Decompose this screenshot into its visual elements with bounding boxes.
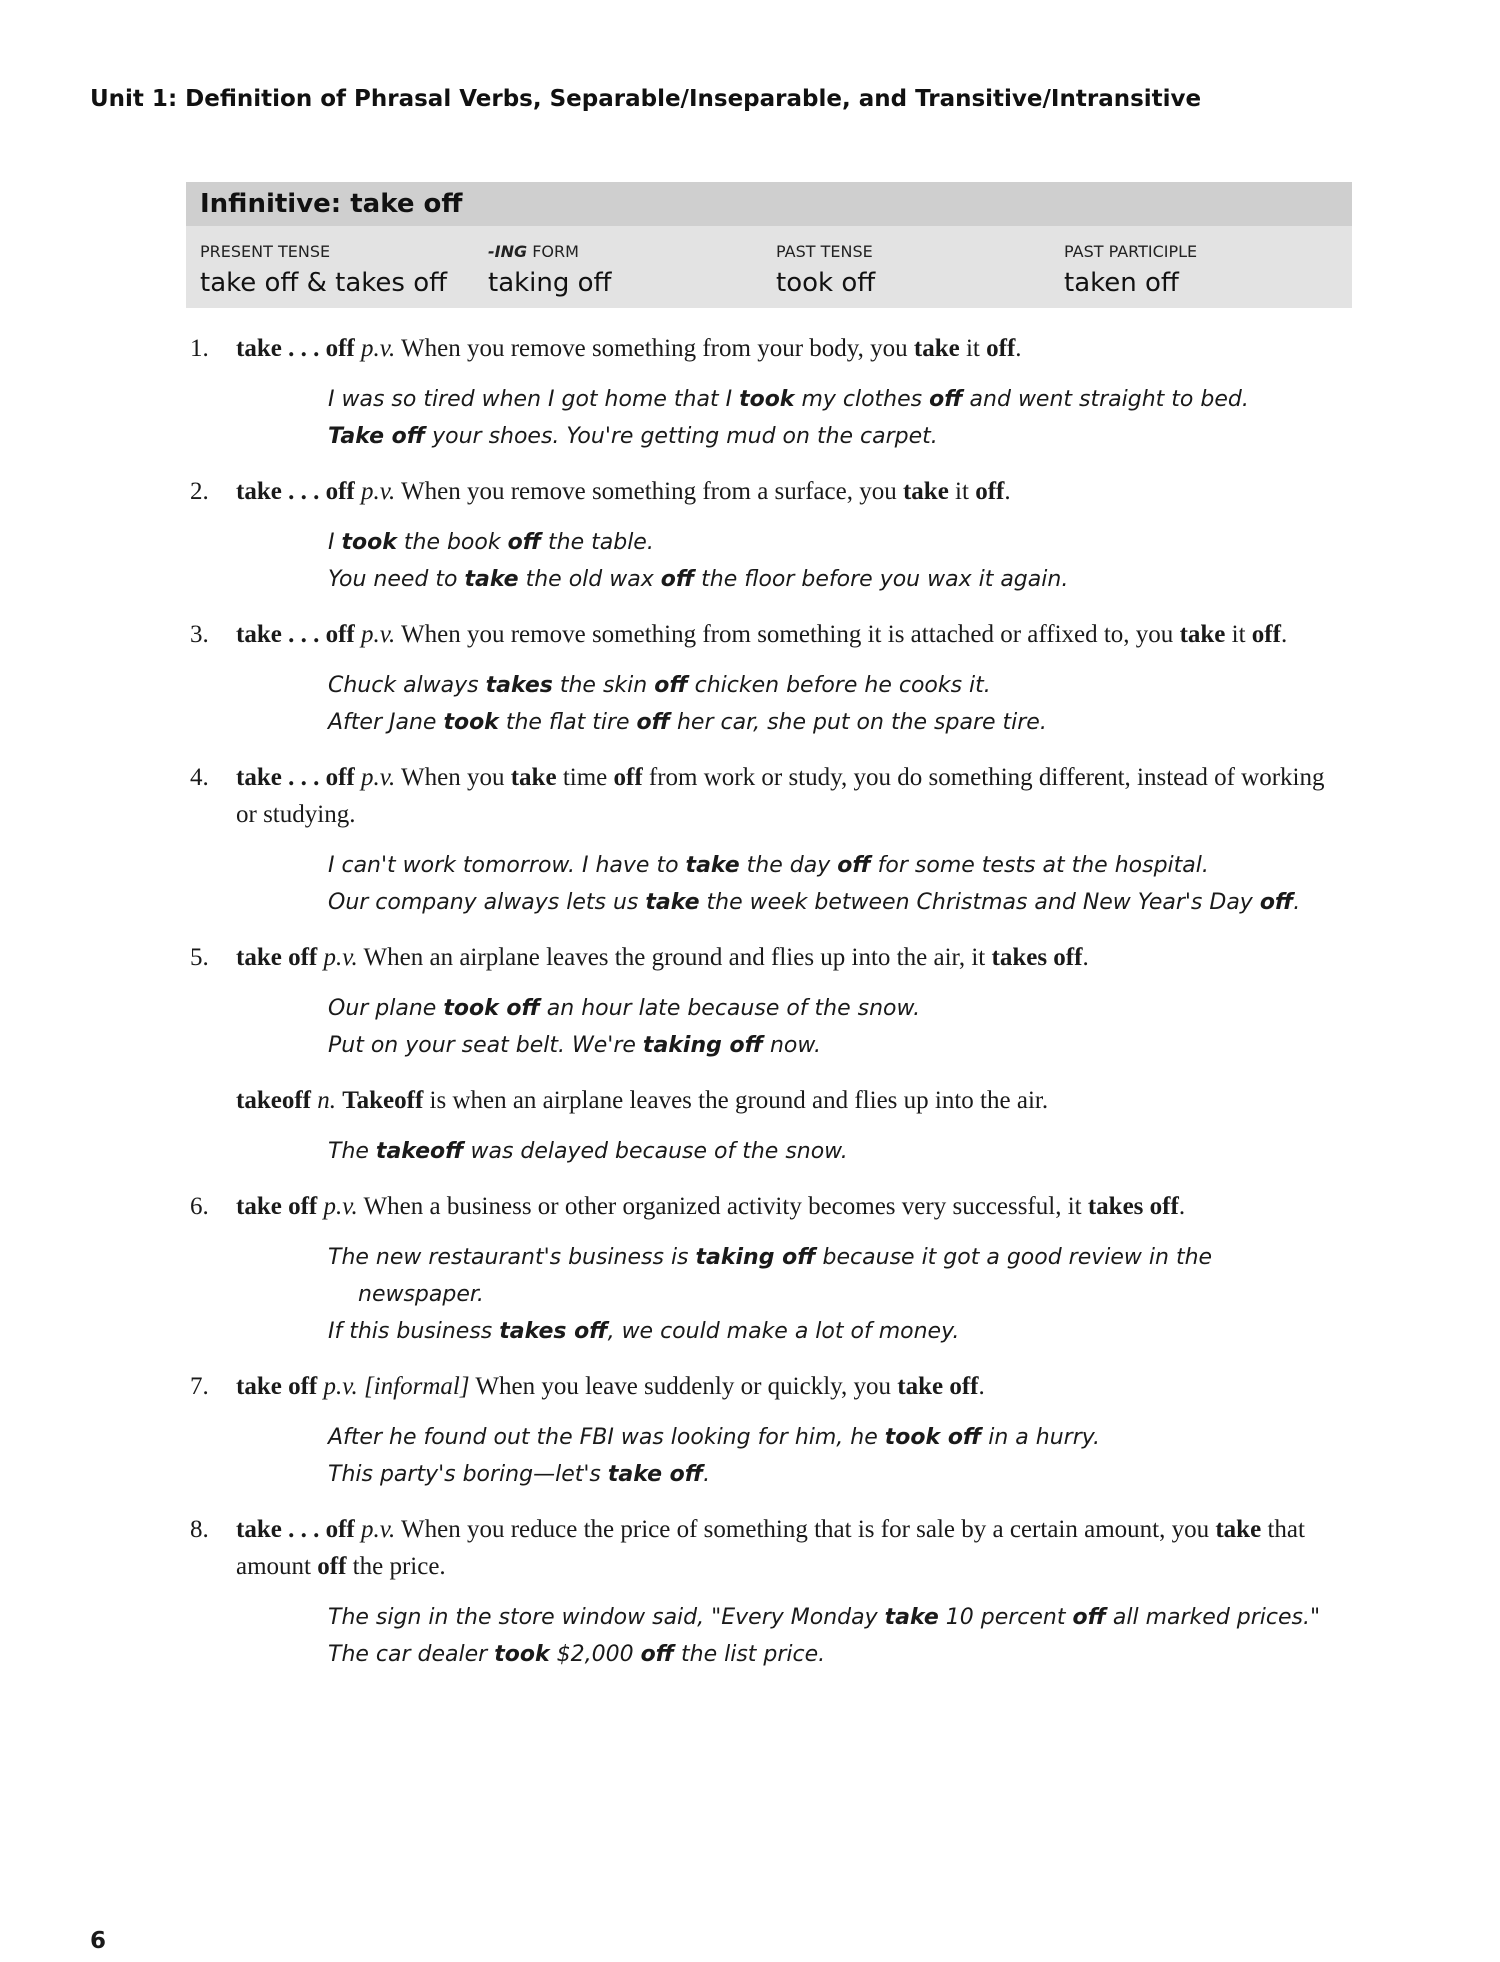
bold-term: off — [654, 673, 688, 698]
bold-term: took — [341, 530, 397, 555]
bold-term: take . . . off — [236, 478, 355, 505]
definition-text — [0, 1511, 1500, 1585]
bold-term: taking off — [642, 1033, 763, 1058]
definition-text — [0, 1188, 1500, 1225]
text-run: When you reduce the price of something that is for sale by a certain amount, you — [395, 1516, 1216, 1543]
definition-entry — [0, 1082, 1500, 1170]
definition-text — [0, 939, 1500, 976]
text-run: it — [1225, 621, 1252, 648]
unit-title: Unit 1: Definition of Phrasal Verbs, Separable/Inseparable, and Transitive/Intransitive — [90, 86, 1202, 112]
bold-term: take off — [236, 944, 318, 971]
italic-label: [informal] — [363, 1373, 470, 1400]
example-list — [0, 1133, 1500, 1170]
example-sentence — [328, 1239, 1330, 1313]
entry-number: 5. — [190, 944, 209, 971]
text-run: the week between Christmas and New Year's Day — [699, 890, 1260, 915]
entry-number: 1. — [190, 335, 209, 362]
text-run: Our company always lets us — [328, 890, 646, 915]
text-run: The new restaurant's business is — [328, 1245, 696, 1270]
column-value: taken off — [1064, 268, 1179, 298]
italic-label: p.v. — [360, 1516, 396, 1543]
bold-term: take — [464, 567, 519, 592]
infinitive-heading: Infinitive: take off — [186, 182, 1352, 226]
text-run: . — [1004, 478, 1011, 505]
bold-term: took off — [884, 1425, 982, 1450]
bold-term: off — [660, 567, 695, 592]
text-run: chicken before he cooks it. — [687, 673, 991, 698]
text-run: the price. — [346, 1553, 446, 1580]
text-run: is when an airplane leaves the ground and flies up into the air. — [423, 1087, 1049, 1114]
text-run: the list price. — [674, 1642, 826, 1667]
italic-label: n. — [317, 1087, 336, 1114]
bold-term: taking off — [695, 1245, 816, 1270]
italic-label: p.v. — [360, 621, 396, 648]
bold-term: take — [913, 335, 960, 362]
page-number: 6 — [90, 1928, 107, 1954]
definition-text — [0, 330, 1500, 367]
bold-term: off — [1072, 1605, 1106, 1630]
bold-term: took — [494, 1642, 550, 1667]
example-list — [0, 847, 1500, 921]
definition-text — [0, 1082, 1500, 1119]
bold-term: take off — [607, 1462, 704, 1487]
text-run: for some tests at the hospital. — [870, 853, 1209, 878]
bold-term: off — [1251, 621, 1281, 648]
example-list — [0, 524, 1500, 598]
example-list — [0, 1419, 1500, 1493]
bold-term: Takeoff — [342, 1087, 424, 1114]
bold-term: take — [902, 478, 949, 505]
column-heading: PRESENT TENSE — [200, 242, 331, 261]
text-run: the book — [396, 530, 508, 555]
text-run: in a hurry. — [981, 1425, 1101, 1450]
bold-term: takeoff — [236, 1087, 311, 1114]
italic-label: p.v. — [360, 335, 396, 362]
text-run: Put on your seat belt. We're — [328, 1033, 643, 1058]
example-sentence — [328, 524, 1330, 561]
definition-entry — [0, 330, 1500, 455]
bold-term: take — [510, 764, 557, 791]
text-run: the flat tire — [498, 710, 637, 735]
bold-term: take — [685, 853, 740, 878]
definition-list — [0, 330, 1500, 1691]
example-sentence — [328, 847, 1330, 884]
definition-entry — [0, 939, 1500, 1064]
text-run: The — [328, 1139, 376, 1164]
example-sentence — [328, 561, 1330, 598]
bold-term: take off — [236, 1193, 318, 1220]
text-run: This party's boring—let's — [328, 1462, 608, 1487]
definition-text — [0, 616, 1500, 653]
bold-term: take . . . off — [236, 1516, 355, 1543]
ing-form-column — [488, 226, 776, 298]
present-tense-column — [200, 226, 488, 298]
italic-label: p.v. — [323, 1373, 358, 1400]
column-value: took off — [776, 268, 876, 298]
text-run: the floor before you wax it again. — [694, 567, 1069, 592]
text-run: the table. — [541, 530, 654, 555]
entry-number: 6. — [190, 1193, 209, 1220]
text-run: When you remove something from a surface, you — [395, 478, 903, 505]
bold-term: take . . . off — [236, 764, 355, 791]
example-sentence — [328, 704, 1330, 741]
text-run: 10 percent — [938, 1605, 1073, 1630]
bold-term: off — [975, 478, 1005, 505]
bold-term: take off — [236, 1373, 318, 1400]
text-run: the skin — [552, 673, 655, 698]
text-run: $2,000 — [549, 1642, 641, 1667]
text-run: When you remove something from your body, you — [395, 335, 914, 362]
text-run: When you leave suddenly or quickly, you — [469, 1373, 898, 1400]
example-sentence — [328, 1456, 1330, 1493]
example-sentence — [328, 1636, 1330, 1673]
example-sentence — [328, 1027, 1330, 1064]
bold-term: took — [443, 710, 499, 735]
bold-term: take — [1179, 621, 1226, 648]
entry-number: 8. — [190, 1516, 209, 1543]
bold-term: take . . . off — [236, 621, 355, 648]
bold-term: off — [317, 1553, 347, 1580]
example-sentence — [328, 381, 1330, 418]
ing-label: -ING — [488, 242, 528, 261]
text-run: because it got a good review in the newspaper. — [358, 1245, 1213, 1307]
text-run: it — [959, 335, 987, 362]
definition-text — [0, 759, 1500, 833]
bold-term: take — [1215, 1516, 1262, 1543]
example-sentence — [328, 1133, 1330, 1170]
text-run: your shoes. You're getting mud on the carpet. — [425, 424, 938, 449]
text-run: After Jane — [328, 710, 444, 735]
text-run: , we could make a lot of money. — [607, 1319, 960, 1344]
definition-text — [0, 473, 1500, 510]
example-list — [0, 1599, 1500, 1673]
text-run: and went straight to bed. — [962, 387, 1249, 412]
italic-label: p.v. — [323, 1193, 358, 1220]
bold-term: off — [1259, 890, 1294, 915]
text-run: . — [978, 1373, 985, 1400]
definition-entry — [0, 1188, 1500, 1350]
definition-entry — [0, 616, 1500, 741]
bold-term: off — [640, 1642, 674, 1667]
bold-term: off — [986, 335, 1016, 362]
bold-term: off — [636, 710, 670, 735]
example-sentence — [328, 1313, 1330, 1350]
bold-term: off — [837, 853, 871, 878]
text-run: all marked prices." — [1105, 1605, 1321, 1630]
definition-entry — [0, 1368, 1500, 1493]
italic-label: p.v. — [323, 944, 358, 971]
bold-term: take . . . off — [236, 335, 355, 362]
bold-term: off — [507, 530, 542, 555]
example-list — [0, 990, 1500, 1064]
text-run: my clothes — [794, 387, 930, 412]
example-sentence — [328, 667, 1330, 704]
text-run: When you remove something from something it is attached or affixed to, you — [395, 621, 1180, 648]
text-run: When you — [395, 764, 511, 791]
example-list — [0, 1239, 1500, 1350]
definition-entry — [0, 1511, 1500, 1673]
column-value: take off & takes off — [200, 268, 448, 298]
text-run: The sign in the store window said, "Every Monday — [328, 1605, 885, 1630]
past-tense-column — [776, 226, 1064, 298]
text-run: Our plane — [328, 996, 444, 1021]
text-run: an hour late because of the snow. — [539, 996, 921, 1021]
text-run: . — [1178, 1193, 1186, 1220]
column-heading — [488, 242, 776, 262]
conjugation-columns — [186, 226, 1352, 298]
text-run: . — [1015, 335, 1022, 362]
text-run: . — [1082, 944, 1089, 971]
text-run: I was so tired when I got home that I — [328, 387, 740, 412]
bold-term: take off — [897, 1373, 979, 1400]
text-run: When an airplane leaves the ground and flies up into the air, it — [357, 944, 992, 971]
entry-number: 3. — [190, 621, 209, 648]
text-run: from work or study, you do something different, instead of working or studying. — [236, 764, 1325, 828]
bold-term: takes off — [991, 944, 1083, 971]
example-list — [0, 381, 1500, 455]
column-value: taking off — [488, 268, 612, 298]
bold-term: takes — [485, 673, 553, 698]
text-run: I — [328, 530, 342, 555]
text-run: . — [703, 1462, 711, 1487]
text-run: now. — [762, 1033, 821, 1058]
entry-number: 7. — [190, 1373, 209, 1400]
text-run: that amount — [236, 1516, 1305, 1580]
text-run: You need to — [328, 567, 465, 592]
entry-number: 4. — [190, 764, 209, 791]
bold-term: takes off — [499, 1319, 608, 1344]
column-heading: PAST TENSE — [776, 242, 873, 261]
bold-term: take — [645, 890, 700, 915]
entry-number: 2. — [190, 478, 209, 505]
text-run: After he found out the FBI was looking for him, he — [328, 1425, 885, 1450]
text-run: When a business or other organized activity becomes very successful, it — [357, 1193, 1088, 1220]
text-run: . — [1293, 890, 1301, 915]
italic-label: p.v. — [360, 478, 396, 505]
bold-term: off — [613, 764, 643, 791]
column-heading: PAST PARTICIPLE — [1064, 242, 1198, 261]
text-run: it — [948, 478, 976, 505]
bold-term: took off — [443, 996, 540, 1021]
text-run: The car dealer — [328, 1642, 495, 1667]
text-run: the day — [739, 853, 838, 878]
bold-term: took — [739, 387, 795, 412]
bold-term: off — [929, 387, 963, 412]
text-run: If this business — [328, 1319, 500, 1344]
italic-label: p.v. — [360, 764, 396, 791]
text-run: was delayed because of the snow. — [463, 1139, 848, 1164]
example-sentence — [328, 990, 1330, 1027]
bold-term: Take off — [328, 424, 426, 449]
text-run: I can't work tomorrow. I have to — [328, 853, 686, 878]
text-run: Chuck always — [328, 673, 486, 698]
text-run: her car, she put on the spare tire. — [669, 710, 1047, 735]
text-run: time — [556, 764, 614, 791]
definition-text — [0, 1368, 1500, 1405]
definition-entry — [0, 759, 1500, 921]
definition-entry — [0, 473, 1500, 598]
form-label: FORM — [527, 242, 579, 261]
example-sentence — [328, 1419, 1330, 1456]
example-sentence — [328, 418, 1330, 455]
example-sentence — [328, 1599, 1330, 1636]
bold-term: take — [884, 1605, 939, 1630]
past-participle-column — [1064, 226, 1352, 298]
bold-term: takeoff — [375, 1139, 464, 1164]
text-run: the old wax — [518, 567, 661, 592]
conjugation-table — [186, 182, 1352, 308]
example-list — [0, 667, 1500, 741]
example-sentence — [328, 884, 1330, 921]
text-run: . — [1280, 621, 1288, 648]
bold-term: takes off — [1087, 1193, 1179, 1220]
